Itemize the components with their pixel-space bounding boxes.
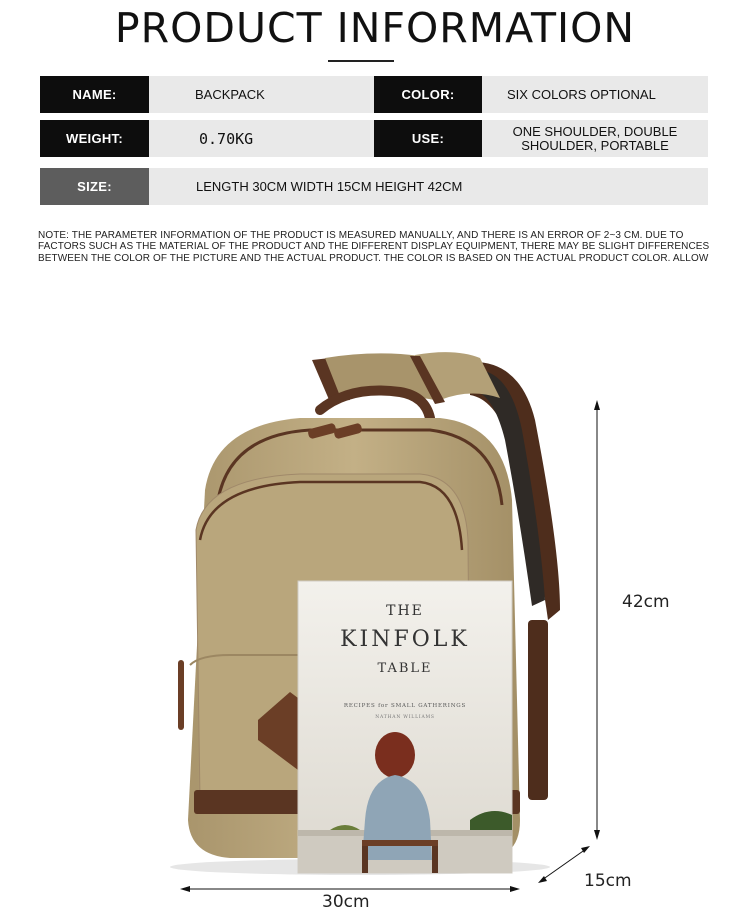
book-title-table: TABLE — [377, 661, 433, 676]
book-author: NATHAN WILLIAMS — [375, 715, 435, 720]
book-title-kinfolk: KINFOLK — [340, 627, 470, 652]
spec-row-weight-use — [40, 120, 708, 157]
book-subtitle: RECIPES for SMALL GATHERINGS — [343, 703, 467, 709]
depth-label: 15cm — [584, 871, 632, 891]
spec-row-name-color — [40, 76, 708, 113]
spec-row-size — [40, 168, 708, 205]
use-label: USE: — [374, 120, 482, 157]
title-underline — [328, 60, 394, 62]
color-value: SIX COLORS OPTIONAL — [482, 76, 708, 113]
color-label: COLOR: — [374, 76, 482, 113]
page-title: PRODUCT INFORMATION — [114, 4, 636, 52]
book-title-the: THE — [386, 603, 424, 619]
size-label: SIZE: — [40, 168, 149, 205]
use-value-line1: ONE SHOULDER, DOUBLE — [512, 123, 678, 139]
size-value: LENGTH 30CM WIDTH 15CM HEIGHT 42CM — [149, 168, 708, 205]
use-value — [482, 120, 708, 157]
height-label: 42cm — [622, 592, 670, 612]
width-label: 30cm — [322, 892, 370, 912]
use-value-line2: SHOULDER, PORTABLE — [521, 137, 669, 153]
product-illustration — [0, 300, 750, 916]
weight-label: WEIGHT: — [40, 120, 149, 157]
measurement-note: NOTE: THE PARAMETER INFORMATION OF THE PRODUCT IS MEASURED MANUALLY, AND THERE IS AN ERROR OF 2~3 CM. DUE TO FACTORS SUCH AS THE MATERIAL OF THE PRODUCT AND THE DIFFERENT DISPLAY EQUIPMENT, THERE MAY BE SLIGHT DIFFERENCES BETWEEN THE COLOR OF THE PICTURE AND THE ACTUAL PRODUCT. THE COLOR IS BASED ON THE ACTUAL PRODUCT COLOR. ALLOW — [38, 230, 710, 264]
weight-value: 0.70KG — [149, 120, 374, 157]
depth-dimension-line — [542, 849, 586, 880]
name-label: NAME: — [40, 76, 149, 113]
name-value: BACKPACK — [149, 76, 374, 113]
